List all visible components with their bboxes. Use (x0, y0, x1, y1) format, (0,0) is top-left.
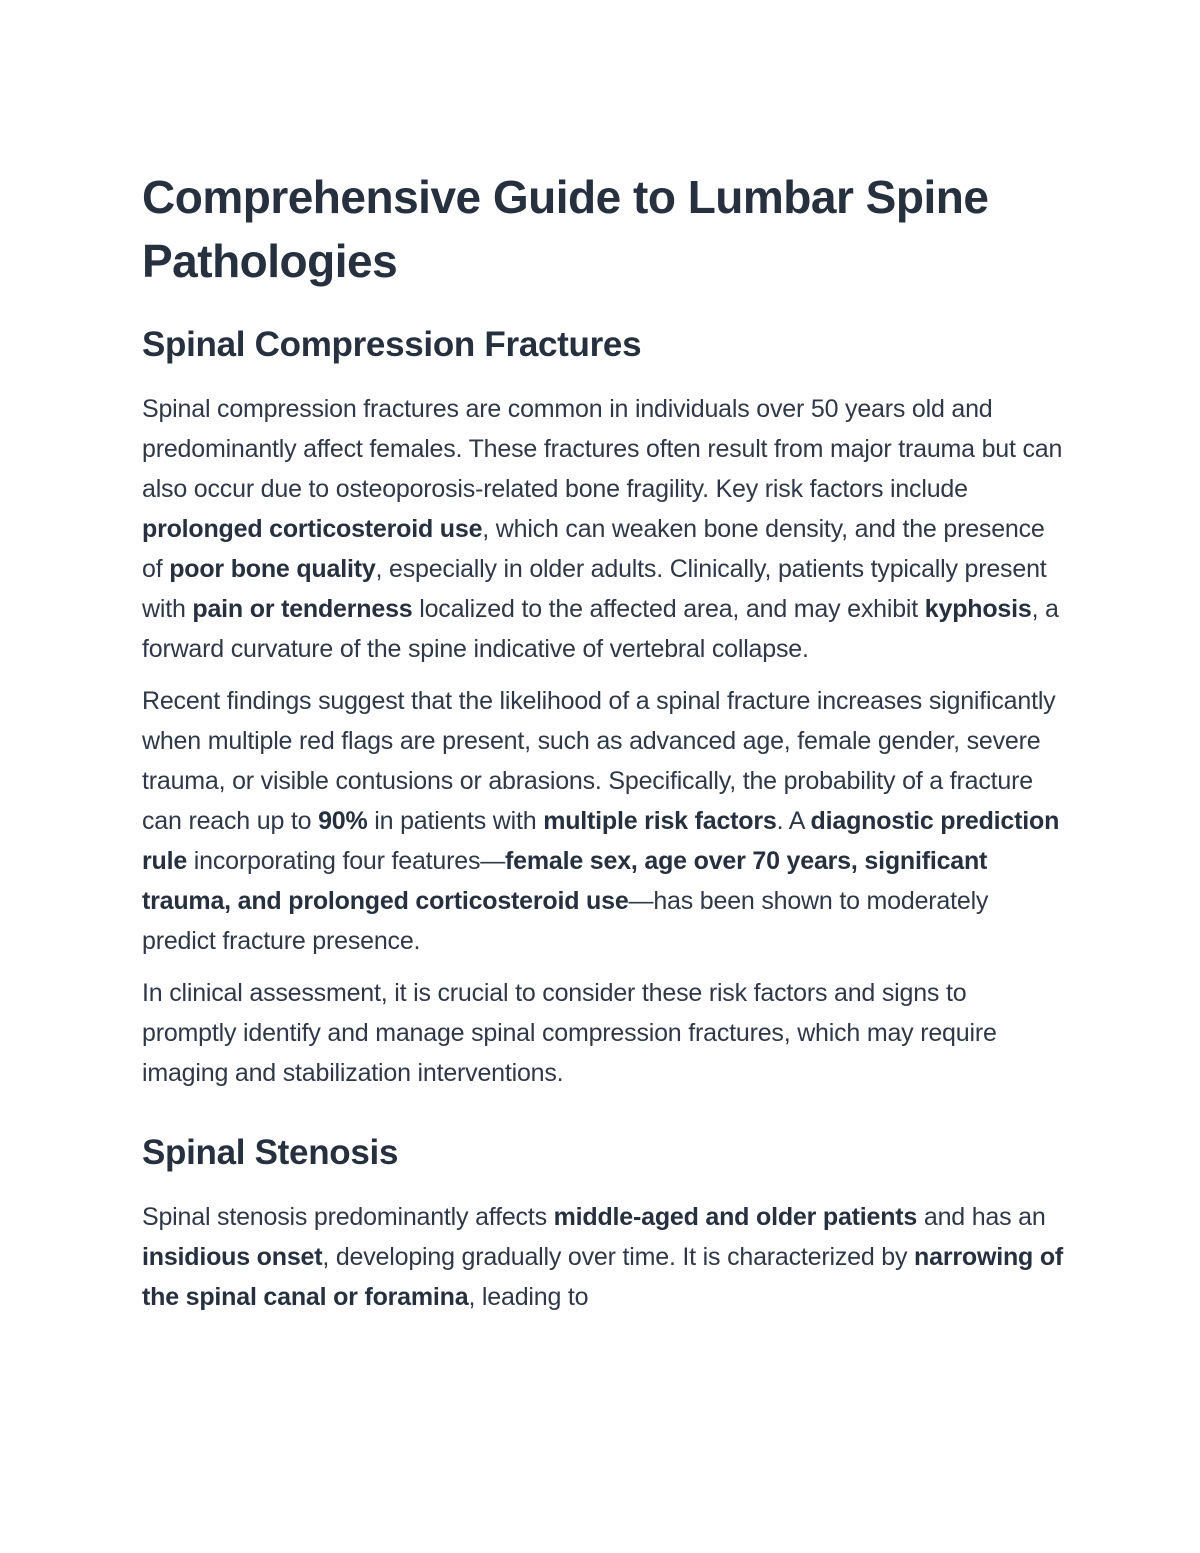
bold-run: poor bone quality (169, 555, 376, 583)
bold-run: pain or tenderness (192, 595, 413, 623)
text-run: Recent findings suggest that the likelihood of a spinal fracture increases significantly when multiple red flags are present, such as advanced age, female gender, severe trauma, or visible contusions or abrasions. Specifically, the probability of a fracture can reach up to (142, 687, 1056, 835)
bold-run: narrowing of the spinal canal or foramina (142, 1243, 1064, 1311)
text-run: Spinal stenosis predominantly affects (142, 1203, 554, 1231)
bold-run: middle-aged and older patients (553, 1203, 918, 1231)
paragraph-stenosis-overview (142, 1197, 1067, 1317)
text-run: , which can weaken bone density, and the presence of (142, 515, 1045, 583)
text-run: in patients with (367, 807, 544, 835)
text-run: , a forward curvature of the spine indicative of vertebral collapse. (142, 595, 1059, 663)
text-run: Spinal compression fractures are common in individuals over 50 years old and predominantly affect females. These fractures often result from major trauma but can also occur due to osteoporosis-related bone fragility. Key risk factors include (142, 395, 1063, 503)
bold-run: diagnostic prediction rule (142, 807, 1060, 875)
text-run: . A (776, 807, 811, 835)
bold-run: insidious onset (142, 1243, 323, 1271)
text-run: —has been shown to moderately predict fracture presence. (142, 887, 989, 955)
text-run: , developing gradually over time. It is characterized by (322, 1243, 915, 1271)
bold-run: kyphosis (924, 595, 1032, 623)
text-run: , leading to (468, 1283, 589, 1311)
bold-run: multiple risk factors (543, 807, 777, 835)
text-run: incorporating four features— (187, 847, 506, 875)
page-title: Comprehensive Guide to Lumbar Spine Pathologies (142, 171, 989, 287)
text-run: , especially in older adults. Clinically, patients typically present with (142, 555, 1047, 623)
bold-run: prolonged corticosteroid use (142, 515, 483, 543)
document-page (142, 165, 1067, 1317)
section-heading-compression-fractures: Spinal Compression Fractures (142, 325, 642, 364)
section-heading-spinal-stenosis: Spinal Stenosis (142, 1133, 399, 1172)
paragraph-fractures-findings (142, 681, 1067, 961)
text-run: In clinical assessment, it is crucial to consider these risk factors and signs to promptly identify and manage spinal compression fractures, which may require imaging and stabilization interventions. (142, 979, 997, 1087)
text-run: localized to the affected area, and may exhibit (412, 595, 925, 623)
paragraph-fractures-overview (142, 389, 1067, 669)
bold-run: female sex, age over 70 years, significant trauma, and prolonged corticosteroid use (142, 847, 988, 915)
text-run: and has an (917, 1203, 1046, 1231)
paragraph-fractures-assessment (142, 973, 1067, 1093)
bold-run: 90% (318, 807, 368, 835)
